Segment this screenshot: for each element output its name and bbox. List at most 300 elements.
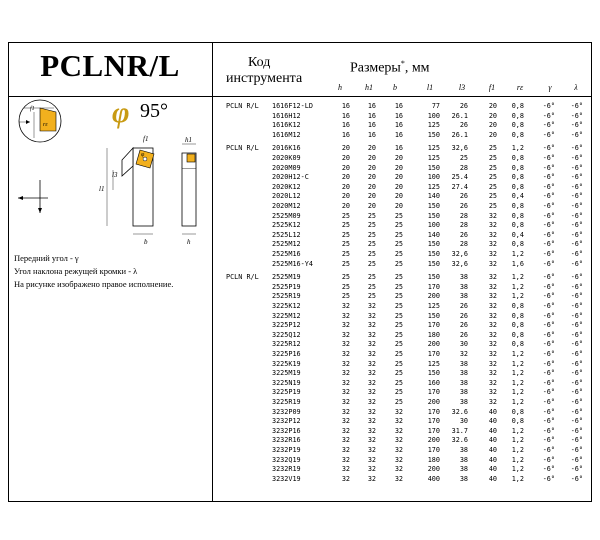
holder-side-view-icon [182, 136, 196, 246]
cell-l1: 150 [427, 259, 440, 268]
cell-l1: 200 [427, 436, 440, 445]
cell-l3: 26 [459, 330, 468, 339]
cell-h1: 32 [367, 465, 376, 474]
cell-b: 25 [394, 259, 403, 268]
cell-f1: 25 [488, 144, 497, 153]
cell-l: -6° [570, 302, 583, 310]
cell-b: 25 [394, 240, 403, 249]
cell-g: -6° [542, 417, 555, 426]
cell-r: 1,2 [511, 282, 524, 291]
cell-l3: 28 [459, 211, 468, 220]
cell-h1: 25 [367, 292, 376, 301]
cell-l3: 28 [459, 221, 468, 230]
cell-l3: 38 [459, 273, 468, 282]
cell-h1: 25 [367, 230, 376, 239]
cell-h: 25 [341, 273, 350, 282]
cell-l1: 125 [427, 154, 440, 162]
col-header-gamma: γ [548, 83, 552, 92]
cell-h: 32 [341, 311, 350, 320]
cell-h1: 32 [367, 340, 376, 349]
cell-l1: 170 [427, 446, 440, 454]
cell-f1: 40 [488, 465, 497, 474]
row-prefix: PCLN R/L [226, 102, 259, 110]
cell-h1: 32 [367, 426, 376, 435]
drawing-label-l3: l3 [112, 171, 118, 179]
cell-b: 25 [394, 311, 403, 320]
row-code: 2020M12 [272, 202, 301, 210]
cell-l3: 32.6 [451, 407, 468, 416]
cell-f1: 32 [488, 292, 497, 301]
cell-g: -6° [542, 292, 555, 301]
cell-b: 25 [394, 250, 403, 258]
cell-l3: 38 [459, 455, 468, 464]
cell-b: 25 [394, 302, 403, 310]
cell-f1: 32 [488, 302, 497, 310]
cell-f1: 25 [488, 192, 497, 201]
cell-l1: 170 [427, 321, 440, 330]
cell-h1: 16 [367, 111, 376, 120]
cell-r: 0,8 [511, 407, 524, 416]
cell-l3: 38 [459, 359, 468, 368]
cell-f1: 25 [488, 173, 497, 182]
col-header-l1: l1 [426, 83, 434, 92]
cell-r: 0,8 [511, 340, 524, 349]
cell-l3: 32,6 [451, 250, 468, 258]
cell-h: 20 [341, 182, 350, 191]
cell-l1: 150 [427, 311, 440, 320]
cell-l3: 32,6 [451, 144, 468, 153]
row-code: 3232P09 [272, 407, 301, 416]
cell-l3: 27.4 [451, 182, 468, 191]
cell-r: 0,8 [511, 302, 524, 310]
cell-l3: 38 [459, 378, 468, 387]
cell-b: 16 [394, 144, 403, 153]
sizes-unit: , мм [404, 60, 430, 76]
cell-g: -6° [542, 465, 555, 474]
cell-b: 25 [394, 388, 403, 397]
cell-l3: 31.7 [451, 426, 468, 435]
cell-l1: 140 [427, 230, 440, 239]
cell-r: 0,8 [511, 111, 524, 120]
cell-r: 1,2 [511, 436, 524, 445]
cell-l1: 77 [431, 102, 440, 110]
cell-g: -6° [542, 250, 555, 258]
drawing-label-h: h [187, 238, 191, 246]
cell-g: -6° [542, 330, 555, 339]
cell-l1: 170 [427, 388, 440, 397]
cell-l3: 32.6 [451, 436, 468, 445]
cell-f1: 32 [488, 250, 497, 258]
cell-r: 0,8 [511, 240, 524, 249]
drawing-label-r: rε [43, 122, 48, 128]
cell-l1: 150 [427, 240, 440, 249]
cell-f1: 32 [488, 240, 497, 249]
cell-b: 25 [394, 221, 403, 230]
row-code: 2525M16-Y4 [272, 259, 313, 268]
cell-r: 1,2 [511, 292, 524, 301]
cell-l3: 26 [459, 192, 468, 201]
cell-l1: 200 [427, 465, 440, 474]
cell-f1: 32 [488, 350, 497, 358]
cell-b: 20 [394, 163, 403, 172]
cell-r: 1,2 [511, 474, 524, 483]
cell-r: 0,8 [511, 163, 524, 172]
cell-r: 1,2 [511, 359, 524, 368]
cell-l: -6° [570, 369, 583, 378]
cell-l1: 170 [427, 426, 440, 435]
row-code: 3225P19 [272, 388, 301, 397]
cell-l3: 38 [459, 398, 468, 406]
cell-h1: 32 [367, 388, 376, 397]
cell-l: -6° [570, 340, 583, 349]
cell-b: 16 [394, 121, 403, 130]
cell-f1: 32 [488, 378, 497, 387]
cell-h: 25 [341, 221, 350, 230]
cell-l1: 150 [427, 202, 440, 210]
cell-h: 16 [341, 102, 350, 110]
cell-h1: 32 [367, 311, 376, 320]
insert-detail-icon [19, 100, 61, 142]
cell-g: -6° [542, 311, 555, 320]
cell-h1: 20 [367, 173, 376, 182]
cell-h1: 16 [367, 121, 376, 130]
cell-l: -6° [570, 417, 583, 426]
cell-r: 0,8 [511, 182, 524, 191]
cell-l1: 140 [427, 192, 440, 201]
row-code: 2020K09 [272, 154, 301, 162]
row-code: 3225P12 [272, 321, 301, 330]
cell-b: 16 [394, 130, 403, 139]
cell-h1: 32 [367, 446, 376, 454]
cell-g: -6° [542, 182, 555, 191]
row-code: 2525L12 [272, 230, 301, 239]
cell-b: 20 [394, 182, 403, 191]
cell-r: 0,8 [511, 311, 524, 320]
row-code: 3225R12 [272, 340, 301, 349]
cell-f1: 40 [488, 474, 497, 483]
cell-h: 25 [341, 250, 350, 258]
cell-r: 0,4 [511, 192, 524, 201]
cell-r: 1,2 [511, 250, 524, 258]
cell-g: -6° [542, 321, 555, 330]
cell-h1: 25 [367, 250, 376, 258]
cell-l: -6° [570, 163, 583, 172]
cell-h: 25 [341, 230, 350, 239]
cell-r: 0,8 [511, 130, 524, 139]
cell-l: -6° [570, 130, 583, 139]
cell-b: 25 [394, 369, 403, 378]
cell-f1: 32 [488, 321, 497, 330]
cell-l1: 170 [427, 407, 440, 416]
cell-r: 1,2 [511, 369, 524, 378]
cell-h: 20 [341, 202, 350, 210]
cell-l1: 180 [427, 455, 440, 464]
cell-f1: 32 [488, 369, 497, 378]
cell-r: 0,8 [511, 417, 524, 426]
cell-g: -6° [542, 173, 555, 182]
cell-l: -6° [570, 102, 583, 110]
cell-l: -6° [570, 282, 583, 291]
row-code: 3232V19 [272, 474, 301, 483]
cell-f1: 20 [488, 121, 497, 130]
cell-l3: 38 [459, 282, 468, 291]
cell-g: -6° [542, 111, 555, 120]
cell-b: 32 [394, 474, 403, 483]
cell-f1: 25 [488, 182, 497, 191]
cell-l: -6° [570, 359, 583, 368]
cell-l1: 170 [427, 282, 440, 291]
cell-l3: 26 [459, 202, 468, 210]
cell-h1: 20 [367, 144, 376, 153]
cell-f1: 32 [488, 388, 497, 397]
cell-l1: 170 [427, 350, 440, 358]
note-right-hand: На рисунке изображено правое исполнение. [14, 279, 174, 289]
cell-h: 16 [341, 111, 350, 120]
cell-l: -6° [570, 455, 583, 464]
cell-l3: 38 [459, 474, 468, 483]
cell-g: -6° [542, 154, 555, 162]
col-header-h1: h1 [365, 83, 373, 92]
cell-l: -6° [570, 259, 583, 268]
cell-l3: 25.4 [451, 173, 468, 182]
cell-h1: 32 [367, 407, 376, 416]
cell-h: 20 [341, 144, 350, 153]
cell-g: -6° [542, 446, 555, 454]
cell-f1: 32 [488, 359, 497, 368]
cell-h1: 25 [367, 240, 376, 249]
cell-l: -6° [570, 111, 583, 120]
cell-g: -6° [542, 398, 555, 406]
cell-h: 32 [341, 321, 350, 330]
tool-drawing [10, 98, 210, 250]
cell-l3: 26 [459, 121, 468, 130]
cell-h1: 20 [367, 202, 376, 210]
cell-l: -6° [570, 388, 583, 397]
cell-r: 0,8 [511, 330, 524, 339]
cell-l3: 26 [459, 102, 468, 110]
cell-l: -6° [570, 221, 583, 230]
cell-l1: 200 [427, 398, 440, 406]
cell-h1: 32 [367, 474, 376, 483]
col-header-l3: l3 [458, 83, 466, 92]
cell-g: -6° [542, 426, 555, 435]
cell-l: -6° [570, 321, 583, 330]
cell-g: -6° [542, 369, 555, 378]
cell-f1: 40 [488, 446, 497, 454]
cell-g: -6° [542, 359, 555, 368]
page-title: PCLNR/L [40, 48, 180, 83]
cell-r: 1,2 [511, 455, 524, 464]
col-header-b: b [393, 83, 397, 92]
cell-b: 25 [394, 292, 403, 301]
cell-f1: 40 [488, 417, 497, 426]
cell-f1: 20 [488, 111, 497, 120]
cell-b: 25 [394, 211, 403, 220]
cell-l: -6° [570, 436, 583, 445]
cell-r: 0,8 [511, 154, 524, 162]
cell-f1: 40 [488, 436, 497, 445]
cell-l: -6° [570, 350, 583, 358]
cell-f1: 32 [488, 230, 497, 239]
cell-h1: 16 [367, 102, 376, 110]
cell-l: -6° [570, 240, 583, 249]
approach-angle: 95° [140, 100, 168, 122]
row-code: 1616K12 [272, 121, 301, 130]
cell-b: 20 [394, 202, 403, 210]
axis-arrows-icon [18, 180, 48, 213]
cell-l3: 32,6 [451, 259, 468, 268]
col-header-lambda: λ [574, 83, 578, 92]
row-code: 3225P16 [272, 350, 301, 358]
cell-l1: 150 [427, 250, 440, 258]
drawing-label-h1: h1 [185, 136, 192, 144]
cell-l3: 38 [459, 369, 468, 378]
cell-f1: 32 [488, 282, 497, 291]
cell-b: 25 [394, 340, 403, 349]
cell-l3: 26 [459, 302, 468, 310]
cell-b: 20 [394, 154, 403, 162]
row-code: 1616M12 [272, 130, 301, 139]
cell-h: 32 [341, 474, 350, 483]
row-code: 2525R19 [272, 292, 301, 301]
cell-h: 32 [341, 340, 350, 349]
cell-h1: 25 [367, 259, 376, 268]
cell-f1: 32 [488, 221, 497, 230]
cell-g: -6° [542, 259, 555, 268]
row-code: 3225M19 [272, 369, 301, 378]
cell-b: 32 [394, 436, 403, 445]
cell-l1: 150 [427, 130, 440, 139]
cell-f1: 32 [488, 259, 497, 268]
code-header-line1: Код [248, 55, 271, 70]
col-header-h: h [338, 83, 342, 92]
cell-h: 25 [341, 240, 350, 249]
cell-l1: 125 [427, 144, 440, 153]
cell-h1: 32 [367, 436, 376, 445]
cell-b: 25 [394, 398, 403, 406]
cell-g: -6° [542, 163, 555, 172]
holder-top-view-icon [99, 135, 154, 246]
col-header-f1: f1 [488, 83, 496, 92]
cell-l: -6° [570, 398, 583, 406]
cell-l3: 26.1 [451, 111, 468, 120]
cell-r: 0,8 [511, 211, 524, 220]
drawing-label-f1-top: f1 [143, 135, 149, 143]
cell-r: 1,2 [511, 465, 524, 474]
cell-r: 0,8 [511, 321, 524, 330]
cell-l3: 38 [459, 446, 468, 454]
cell-l1: 400 [427, 474, 440, 483]
cell-h: 32 [341, 378, 350, 387]
row-prefix: PCLN R/L [226, 273, 259, 282]
cell-h1: 32 [367, 330, 376, 339]
cell-l: -6° [570, 407, 583, 416]
cell-b: 25 [394, 330, 403, 339]
cell-l1: 170 [427, 417, 440, 426]
cell-h: 32 [341, 350, 350, 358]
cell-l: -6° [570, 311, 583, 320]
cell-h1: 25 [367, 211, 376, 220]
cell-l: -6° [570, 474, 583, 483]
cell-h1: 20 [367, 163, 376, 172]
cell-l: -6° [570, 378, 583, 387]
cell-l1: 100 [427, 221, 440, 230]
cell-l1: 100 [427, 111, 440, 120]
cell-h: 32 [341, 436, 350, 445]
cell-h: 16 [341, 130, 350, 139]
notes-block [14, 252, 173, 291]
cell-g: -6° [542, 240, 555, 249]
row-code: 3225K12 [272, 302, 301, 310]
cell-h: 25 [341, 259, 350, 268]
cell-f1: 25 [488, 202, 497, 210]
cell-r: 0,4 [511, 230, 524, 239]
cell-g: -6° [542, 340, 555, 349]
cell-l: -6° [570, 121, 583, 130]
cell-b: 20 [394, 192, 403, 201]
cell-l1: 125 [427, 359, 440, 368]
cell-l1: 150 [427, 211, 440, 220]
column-divider [212, 42, 213, 502]
cell-g: -6° [542, 436, 555, 445]
cell-h: 16 [341, 121, 350, 130]
cell-f1: 32 [488, 330, 497, 339]
cell-b: 25 [394, 359, 403, 368]
cell-h: 32 [341, 369, 350, 378]
code-header-line2: инструмента [226, 71, 303, 86]
row-code: 3232P16 [272, 426, 301, 435]
cell-h1: 32 [367, 369, 376, 378]
cell-g: -6° [542, 455, 555, 464]
cell-l: -6° [570, 292, 583, 301]
cell-l3: 38 [459, 292, 468, 301]
cell-r: 1,2 [511, 426, 524, 435]
cell-r: 0,8 [511, 102, 524, 110]
cell-l: -6° [570, 202, 583, 210]
cell-g: -6° [542, 144, 555, 153]
cell-l: -6° [570, 426, 583, 435]
cell-g: -6° [542, 302, 555, 310]
cell-h: 32 [341, 465, 350, 474]
row-code: 2020M09 [272, 163, 301, 172]
row-code: 1616F12-LD [272, 102, 313, 110]
cell-g: -6° [542, 273, 555, 282]
cell-r: 1,6 [511, 259, 524, 268]
row-code: 3225N19 [272, 378, 301, 387]
cell-h1: 20 [367, 182, 376, 191]
cell-h: 32 [341, 455, 350, 464]
cell-f1: 32 [488, 340, 497, 349]
row-code: 3225R19 [272, 398, 301, 406]
sizes-label: Размеры [350, 60, 401, 76]
cell-r: 1,2 [511, 446, 524, 454]
cell-b: 32 [394, 417, 403, 426]
phi-symbol: φ [112, 96, 130, 129]
cell-f1: 32 [488, 311, 497, 320]
cell-f1: 32 [488, 398, 497, 406]
cell-g: -6° [542, 407, 555, 416]
cell-g: -6° [542, 102, 555, 110]
cell-l3: 38 [459, 388, 468, 397]
cell-h1: 32 [367, 398, 376, 406]
cell-h1: 25 [367, 221, 376, 230]
cell-h: 32 [341, 359, 350, 368]
cell-l3: 26.1 [451, 130, 468, 139]
cell-h: 32 [341, 330, 350, 339]
drawing-label-f1: f1 [30, 106, 35, 112]
cell-h1: 32 [367, 378, 376, 387]
cell-l1: 160 [427, 378, 440, 387]
